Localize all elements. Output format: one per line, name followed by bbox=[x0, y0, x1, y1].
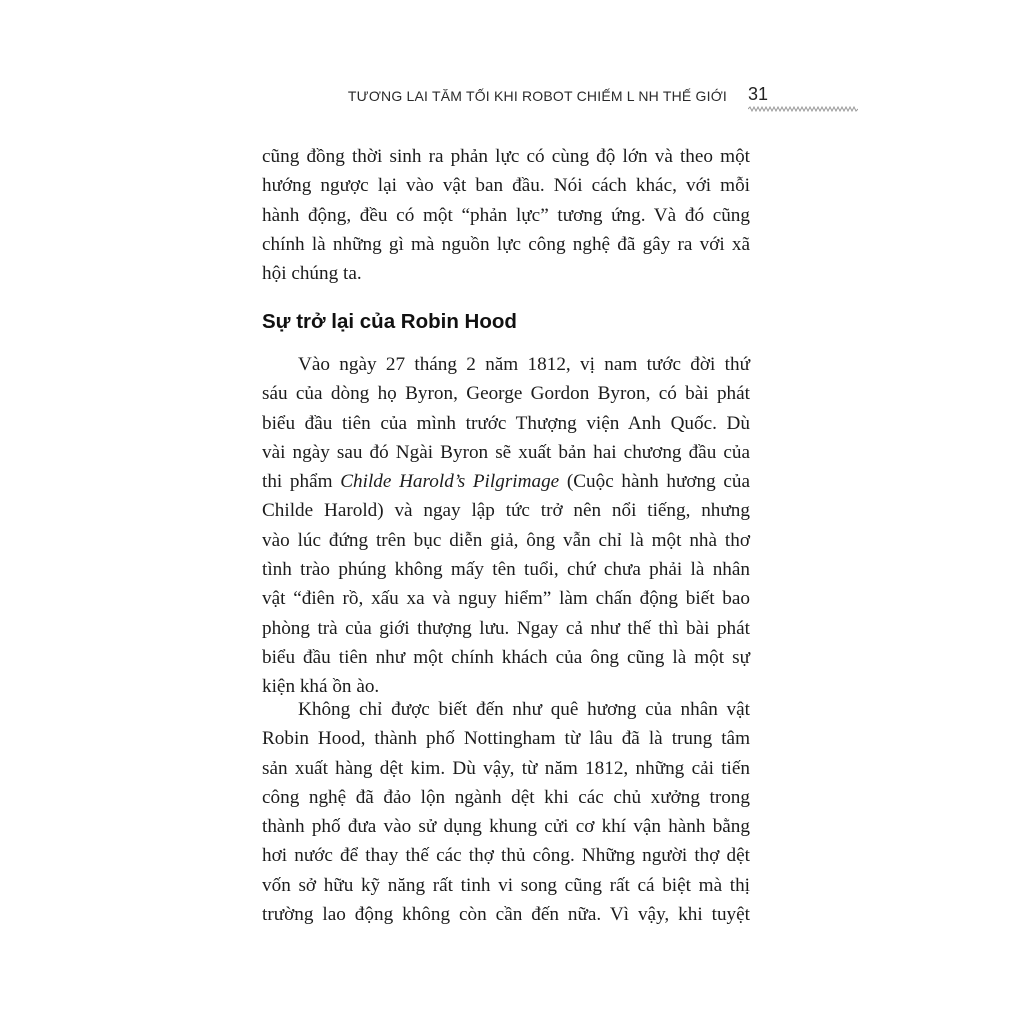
text-line: sáu của dòng họ Byron, George Gordon Byron, có bài phát bbox=[262, 383, 750, 405]
text-line: Childe Harold) và ngay lập tức trở nên nổi tiếng, nhưng bbox=[262, 500, 750, 522]
text-line: Không chỉ được biết đến như quê hương của nhân vật bbox=[298, 699, 750, 720]
page-number: 31 bbox=[748, 84, 769, 104]
text-line: vốn sở hữu kỹ năng rất tinh vi song cũng rất cá biệt mà thị bbox=[262, 874, 750, 896]
text-line: vào lúc đứng trên bục diễn giả, ông vẫn chỉ là một nhà thơ bbox=[262, 529, 750, 551]
paragraph-nottingham bbox=[262, 695, 750, 929]
header-zigzag-ornament bbox=[748, 106, 858, 112]
text-line: hội chúng ta. bbox=[262, 263, 362, 285]
text-line: biểu đầu tiên như một chính khách của ông cũng là một sự bbox=[262, 646, 750, 668]
section-heading: Sự trở lại của Robin Hood bbox=[262, 310, 517, 333]
intro-paragraph bbox=[262, 142, 750, 288]
text-line: tình trào phúng không mấy tên tuổi, chứ chưa phải là nhân bbox=[262, 559, 750, 581]
running-title: TƯƠNG LAI TĂM TỐI KHI ROBOT CHIẾM L NH THẾ GIỚI bbox=[347, 88, 727, 104]
text-line: hành động, đều có một “phản lực” tương ứng. Và đó cũng bbox=[262, 204, 750, 226]
text-line: vài ngày sau đó Ngài Byron sẽ xuất bản hai chương đầu của bbox=[262, 441, 750, 463]
text-line: sản xuất hàng dệt kim. Dù vậy, từ năm 1812, những cải tiến bbox=[262, 757, 750, 779]
book-title-italic: Childe Harold’s Pilgrimage bbox=[340, 471, 560, 493]
text-line: công nghệ đã đảo lộn ngành dệt khi các chủ xưởng trong bbox=[262, 786, 750, 808]
text-line: cũng đồng thời sinh ra phản lực có cùng độ lớn và theo một bbox=[262, 146, 750, 167]
running-header bbox=[347, 84, 860, 114]
text-line: vật “điên rồ, xấu xa và nguy hiểm” làm chấn động biết bao bbox=[262, 588, 750, 610]
text-line: hơi nước để thay thế các thợ thủ công. Những người thợ dệt bbox=[262, 845, 750, 867]
text-line: chính là những gì mà nguồn lực công nghệ đã gây ra với xã bbox=[262, 233, 750, 255]
text-line bbox=[262, 467, 750, 496]
text-line: Vào ngày 27 tháng 2 năm 1812, vị nam tước đời thứ bbox=[298, 354, 750, 375]
text-fragment: (Cuộc hành hương của bbox=[559, 471, 751, 493]
text-line: Robin Hood, thành phố Nottingham từ lâu đã là trung tâm bbox=[262, 728, 750, 750]
text-line: hướng ngược lại vào vật ban đầu. Nói cách khác, với mỗi bbox=[262, 175, 750, 197]
text-fragment: thi phẩm bbox=[262, 471, 341, 493]
text-line: thành phố đưa vào sử dụng khung cửi cơ khí vận hành bằng bbox=[262, 816, 750, 838]
paragraph-byron bbox=[262, 350, 750, 702]
text-line: biểu đầu tiên của mình trước Thượng viện Anh Quốc. Dù bbox=[262, 412, 750, 434]
text-line: kiện khá ồn ào. bbox=[262, 676, 380, 698]
text-line: trường lao động không còn cần đến nữa. Vì vậy, khi tuyệt bbox=[262, 904, 750, 926]
text-line: phòng trà của giới thượng lưu. Ngay cả như thế thì bài phát bbox=[262, 617, 750, 639]
